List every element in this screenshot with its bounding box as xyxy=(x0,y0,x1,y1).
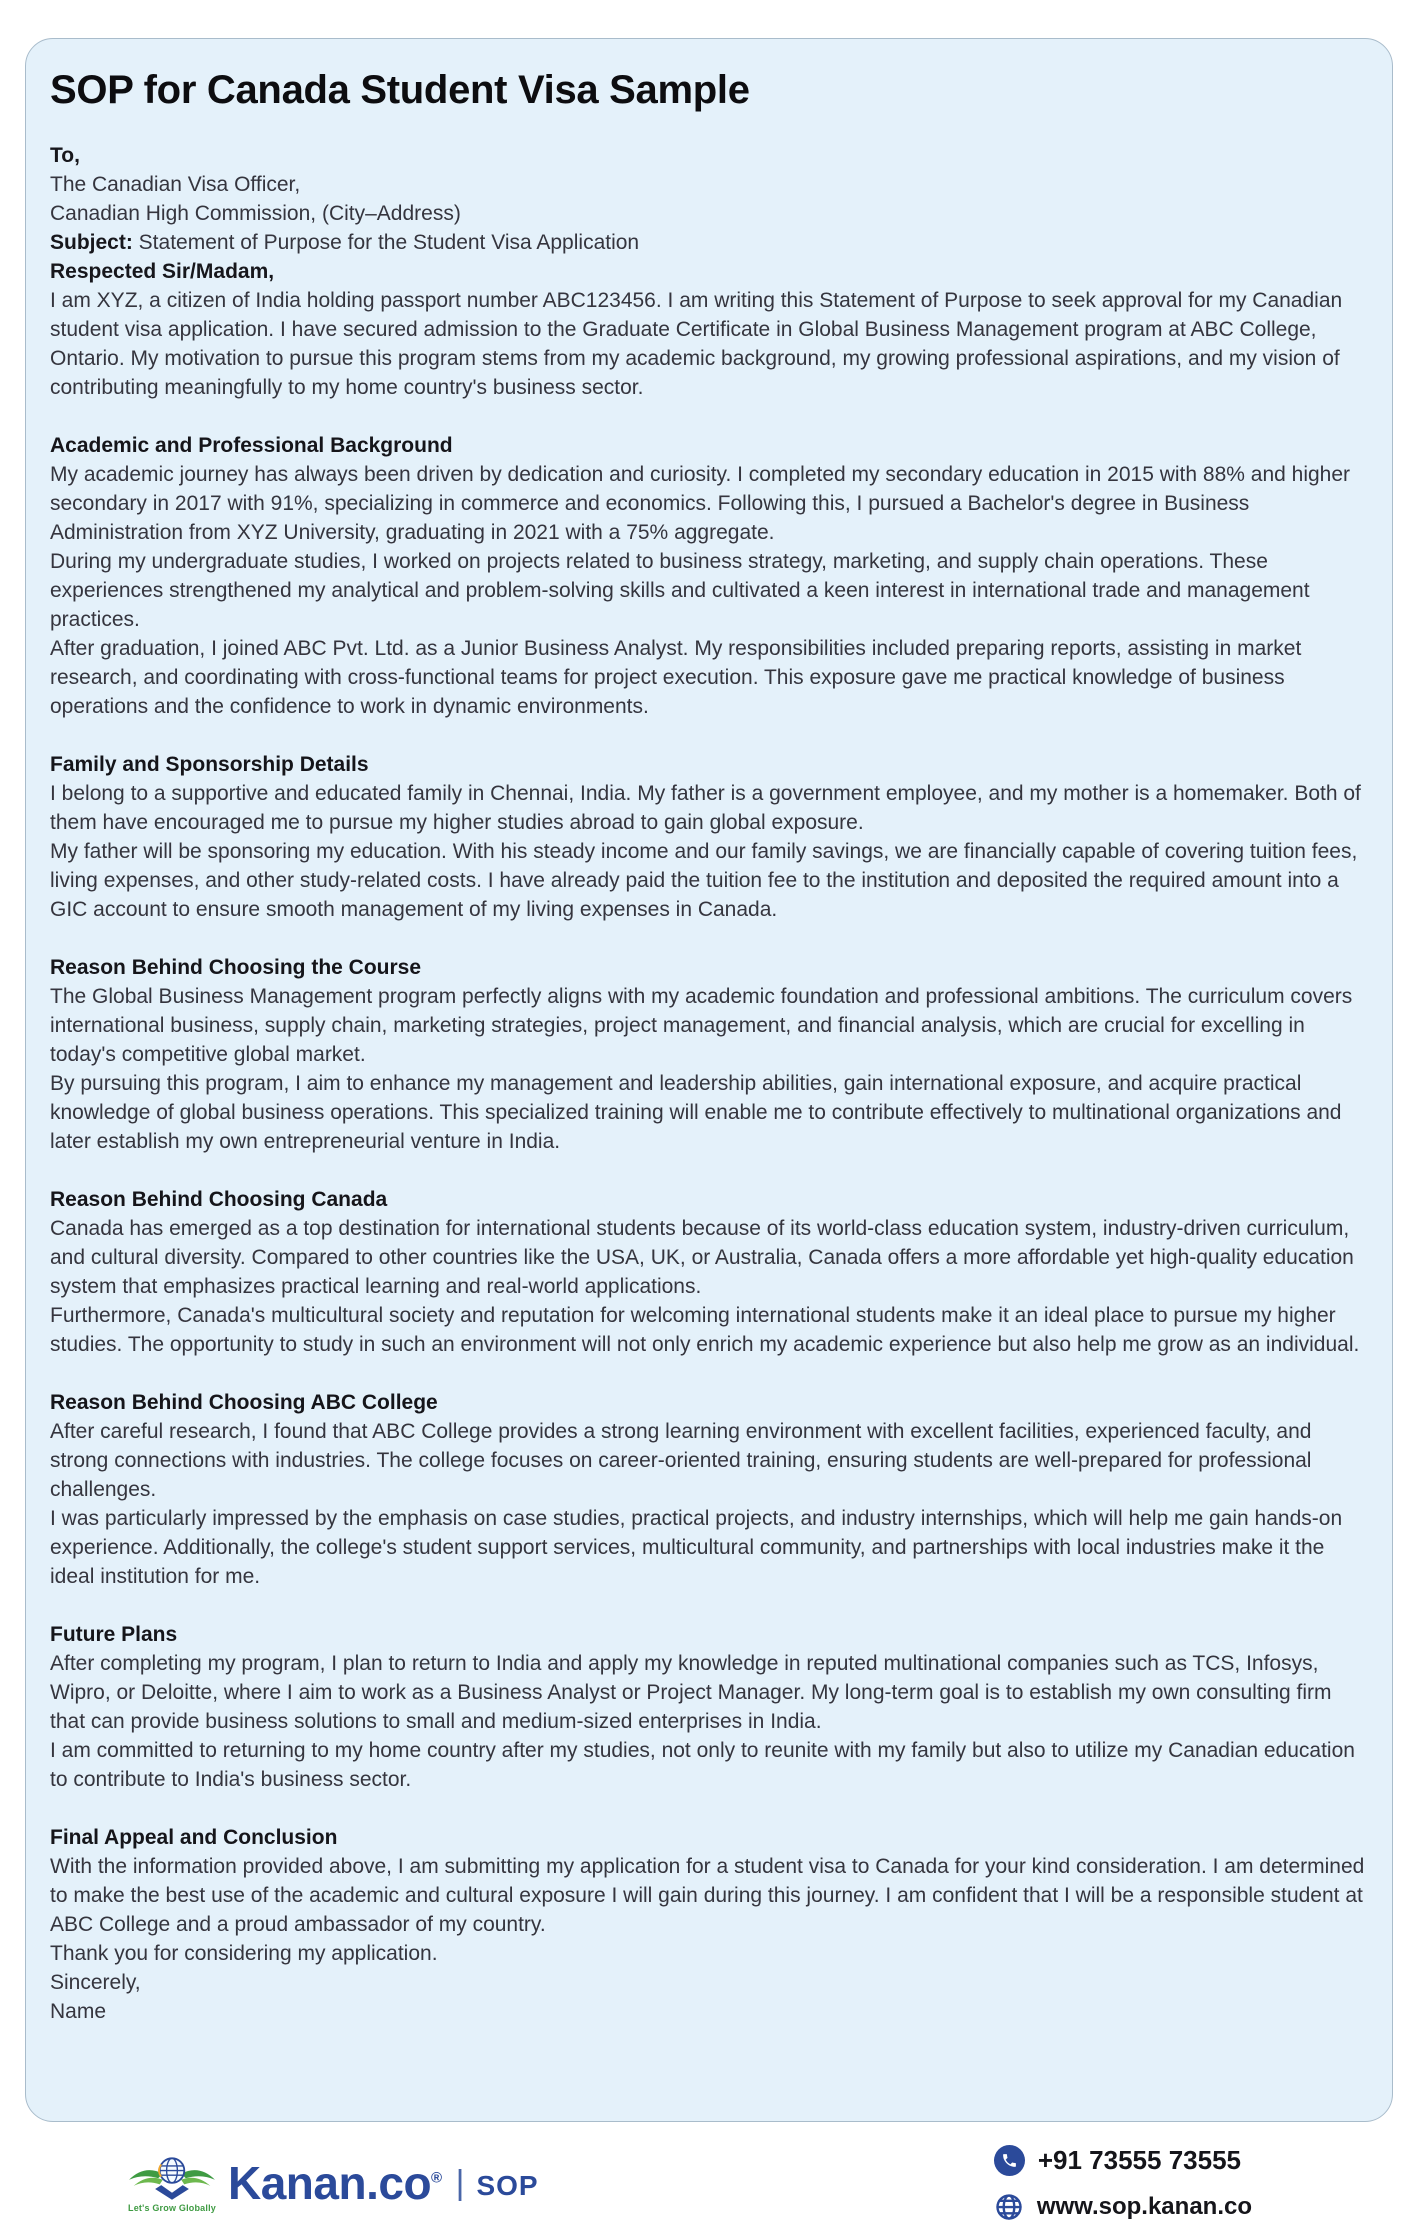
section-paragraph: Canada has emerged as a top destination for international students because of its world-class education system, industry-driven curriculum, and cultural diversity. Compared to other countries like the USA, UK, or Australia, Canada offers a more affordable yet high-quality education system that emphasizes practical learning and real-world applications. xyxy=(50,1217,1354,1298)
section-paragraph: I belong to a supportive and educated family in Chennai, India. My father is a government employee, and my mother is a homemaker. Both of them have encouraged me to pursue my higher studies abroad to gain global exposure. xyxy=(50,782,1361,834)
letter-body xyxy=(50,141,1368,2026)
section-paragraph: After completing my program, I plan to return to India and apply my knowledge in reputed multinational companies such as TCS, Infosys, Wipro, or Deloitte, where I aim to work as a Business Analyst or Project Manager. My long-term goal is to establish my own consulting firm that can provide business solutions to small and medium-sized enterprises in India. xyxy=(50,1652,1332,1733)
section-paragraph: After careful research, I found that ABC College provides a strong learning environment with excellent facilities, experienced faculty, and strong connections with industries. The college focuses on career-oriented training, ensuring students are well-prepared for professional challenges. xyxy=(50,1420,1312,1501)
brand-name xyxy=(228,2157,442,2209)
subject-label: Subject: xyxy=(50,231,133,254)
phone-number: +91 73555 73555 xyxy=(1037,2144,1241,2175)
page-title: SOP for Canada Student Visa Sample xyxy=(50,68,750,112)
closing-thanks: Thank you for considering my application. xyxy=(50,1942,438,1965)
brand-logo xyxy=(126,2153,539,2213)
section-paragraph: My academic journey has always been driven by dedication and curiosity. I completed my secondary education in 2015 with 88% and higher secondary in 2017 with 91%, specializing in commerce and economics. Following this, I pursued a Bachelor's degree in Business Administration from XYZ University, graduating in 2021 with a 75% aggregate. xyxy=(50,463,1351,544)
section-paragraph: The Global Business Management program perfectly aligns with my academic foundation and professional ambitions. The curriculum covers international business, supply chain, marketing strategies, project management, and financial analysis, which are crucial for excelling in today's competitive global market. xyxy=(50,985,1353,1066)
section-heading-choosing-course: Reason Behind Choosing the Course xyxy=(50,956,422,979)
brand-text: Kanan.co xyxy=(228,2157,432,2209)
section-heading-choosing-canada: Reason Behind Choosing Canada xyxy=(50,1188,388,1211)
contact-block xyxy=(994,2145,1252,2222)
winged-globe-emblem-icon xyxy=(126,2153,218,2213)
winged-globe-icon xyxy=(126,2153,218,2205)
address-recipient: The Canadian Visa Officer, xyxy=(50,173,301,196)
page-footer xyxy=(0,2122,1418,2238)
section-paragraph: My father will be sponsoring my education. With his steady income and our family savings, we are financially capable of covering tuition fees, living expenses, and other study-related costs. I have already paid the tuition fee to the institution and deposited the required amount into a GIC account to ensure smooth management of my living expenses in Canada. xyxy=(50,840,1358,921)
brand-product-label: SOP xyxy=(476,2170,539,2201)
section-heading-future-plans: Future Plans xyxy=(50,1623,178,1646)
phone-contact[interactable] xyxy=(994,2145,1252,2176)
intro-paragraph: I am XYZ, a citizen of India holding passport number ABC123456. I am writing this Statement of Purpose to seek approval for my Canadian student visa application. I have secured admission to the Graduate Certificate in Global Business Management program at ABC College, Ontario. My motivation to pursue this program stems from my academic background, my growing professional aspirations, and my vision of contributing meaningfully to my home country's business sector. xyxy=(50,289,1343,399)
website-url: www.sop.kanan.co xyxy=(1036,2192,1252,2220)
sop-letter-card xyxy=(25,38,1393,2122)
section-paragraph: After graduation, I joined ABC Pvt. Ltd. as a Junior Business Analyst. My responsibilities included preparing reports, assisting in market research, and coordinating with cross-functional teams for project execution. This exposure gave me practical knowledge of business operations and the confidence to work in dynamic environments. xyxy=(50,637,1302,718)
website-contact[interactable] xyxy=(994,2192,1252,2222)
phone-icon xyxy=(994,2145,1025,2176)
section-heading-choosing-college: Reason Behind Choosing ABC College xyxy=(50,1391,438,1414)
address-to: To, xyxy=(50,144,80,167)
section-paragraph: During my undergraduate studies, I worked on projects related to business strategy, marketing, and supply chain operations. These experiences strengthened my analytical and problem-solving skills and cultivated a keen interest in international trade and management practices. xyxy=(50,550,1310,631)
section-paragraph: I am committed to returning to my home country after my studies, not only to reunite with my family but also to utilize my Canadian education to contribute to India's business sector. xyxy=(50,1739,1355,1791)
address-commission: Canadian High Commission, (City–Address) xyxy=(50,202,461,225)
section-heading-family-sponsorship: Family and Sponsorship Details xyxy=(50,753,369,776)
closing-sincerely: Sincerely, xyxy=(50,1971,141,1994)
brand-divider: | xyxy=(455,2164,465,2202)
section-heading-final-appeal: Final Appeal and Conclusion xyxy=(50,1826,338,1849)
section-paragraph: By pursuing this program, I aim to enhance my management and leadership abilities, gain international exposure, and acquire practical knowledge of global business operations. This specialized training will enable me to contribute effectively to multinational organizations and later establish my own entrepreneurial venture in India. xyxy=(50,1072,1342,1153)
section-heading-academic-background: Academic and Professional Background xyxy=(50,434,453,457)
section-paragraph: Furthermore, Canada's multicultural society and reputation for welcoming international students make it an ideal place to pursue my higher studies. The opportunity to study in such an environment will not only enrich my academic experience but also help me grow as an individual. xyxy=(50,1304,1360,1356)
greeting: Respected Sir/Madam, xyxy=(50,260,275,283)
section-paragraph: With the information provided above, I am submitting my application for a student visa to Canada for your kind consideration. I am determined to make the best use of the academic and cultural exposure I will gain during this journey. I am confident that I will be a responsible student at ABC College and a proud ambassador of my country. xyxy=(50,1855,1365,1936)
globe-icon xyxy=(994,2192,1024,2222)
section-paragraph: I was particularly impressed by the emphasis on case studies, practical projects, and industry internships, which will help me gain hands-on experience. Additionally, the college's student support services, multicultural community, and partnerships with local industries make it the ideal institution for me. xyxy=(50,1507,1343,1588)
subject-line xyxy=(50,228,1368,257)
registered-mark: ® xyxy=(431,2169,442,2187)
subject-text: Statement of Purpose for the Student Visa Application xyxy=(132,231,640,254)
brand-tagline: Let's Grow Globally xyxy=(128,2203,216,2213)
closing-name: Name xyxy=(50,2000,107,2023)
